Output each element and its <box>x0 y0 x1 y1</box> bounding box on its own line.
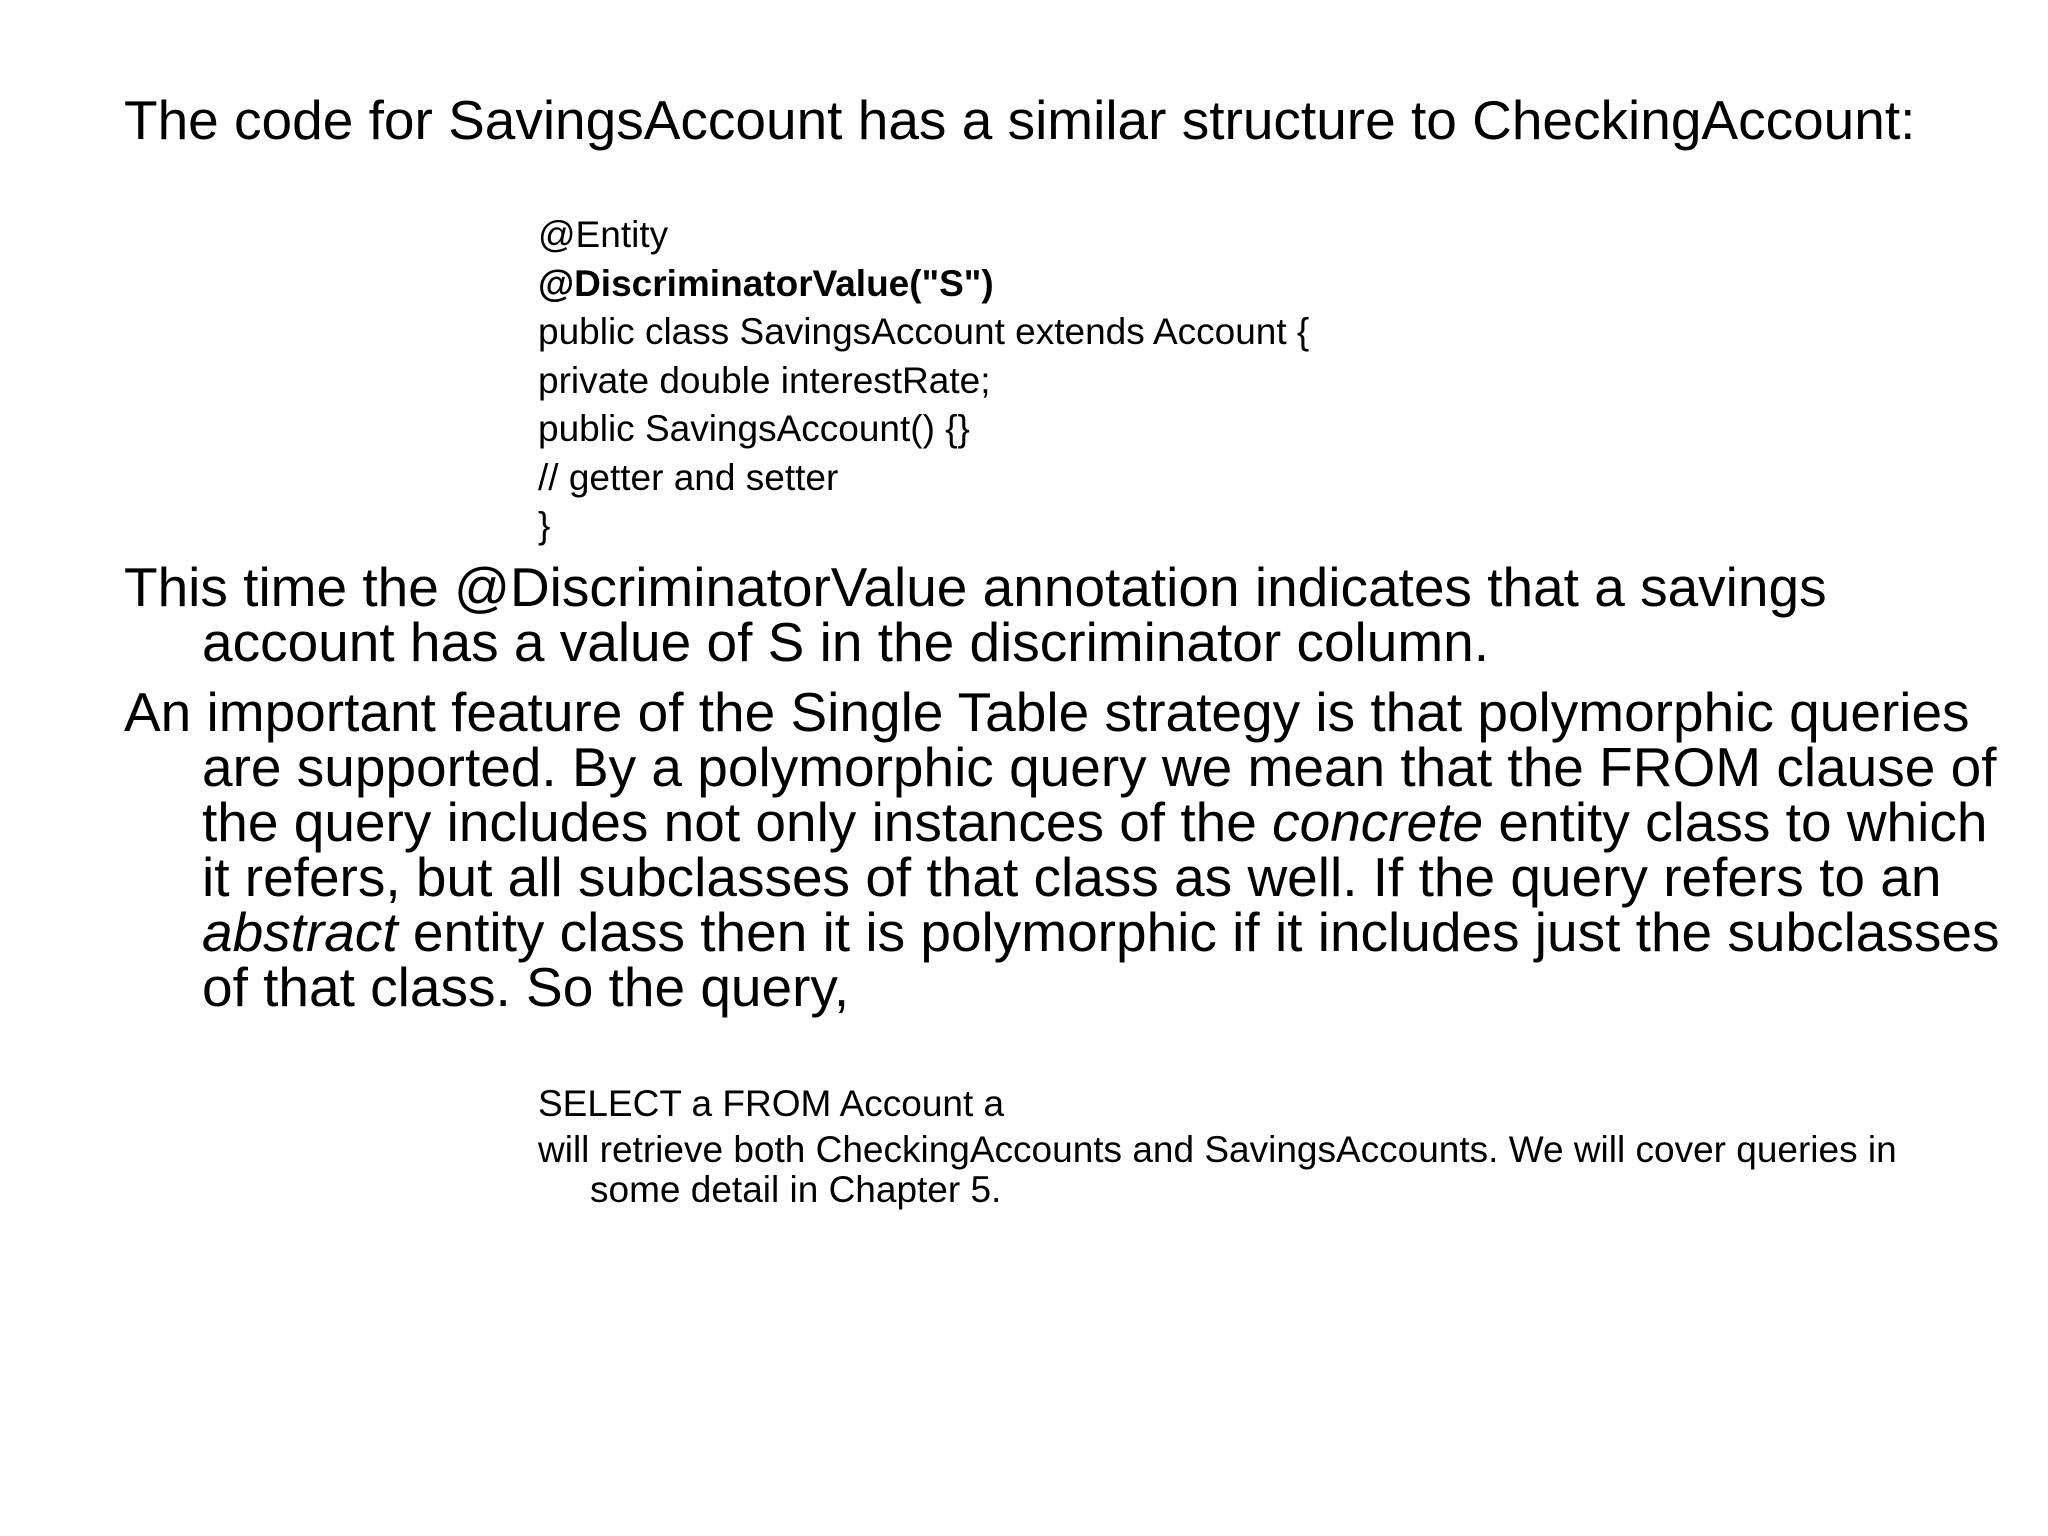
code-line-class-declaration: public class SavingsAccount extends Account { <box>538 311 1310 352</box>
code-line-comment: // getter and setter <box>538 456 839 498</box>
code-block <box>538 211 1838 551</box>
code-line-entity: @Entity <box>538 214 669 255</box>
code-line-closing-brace: } <box>538 505 551 546</box>
code-line-constructor: public SavingsAccount() {} <box>538 408 970 449</box>
code-line-discriminator: @DiscriminatorValue("S") <box>538 262 994 304</box>
polymorphic-text-part1: An important feature of the Single Table strategy is that polymorphic queries are supported. By a polymorphic query we mean that the FROM clause of the query includes not only instances of the <box>124 681 1997 853</box>
retrieve-paragraph: will retrieve both CheckingAccounts and SavingsAccounts. We will cover queries in some detail in Chapter 5. <box>538 1129 1897 1210</box>
polymorphic-paragraph <box>124 681 2002 1018</box>
polymorphic-text-part2: entity class to which it refers, but all subclasses of that class as well. If the query refers to an <box>202 791 1988 908</box>
discriminator-paragraph: This time the @DiscriminatorValue annotation indicates that a savings account has a value of S in the discriminator column. <box>124 556 1827 673</box>
query-example: SELECT a FROM Account a <box>538 1083 1005 1124</box>
intro-paragraph: The code for SavingsAccount has a similar structure to CheckingAccount: <box>124 89 1916 151</box>
abstract-emphasis: abstract <box>202 901 398 963</box>
polymorphic-text-part3: entity class then it is polymorphic if it includes just the subclasses of that class. So the query, <box>202 901 2000 1018</box>
code-line-field: private double interestRate; <box>538 359 991 401</box>
concrete-emphasis: concrete <box>1272 791 1484 853</box>
